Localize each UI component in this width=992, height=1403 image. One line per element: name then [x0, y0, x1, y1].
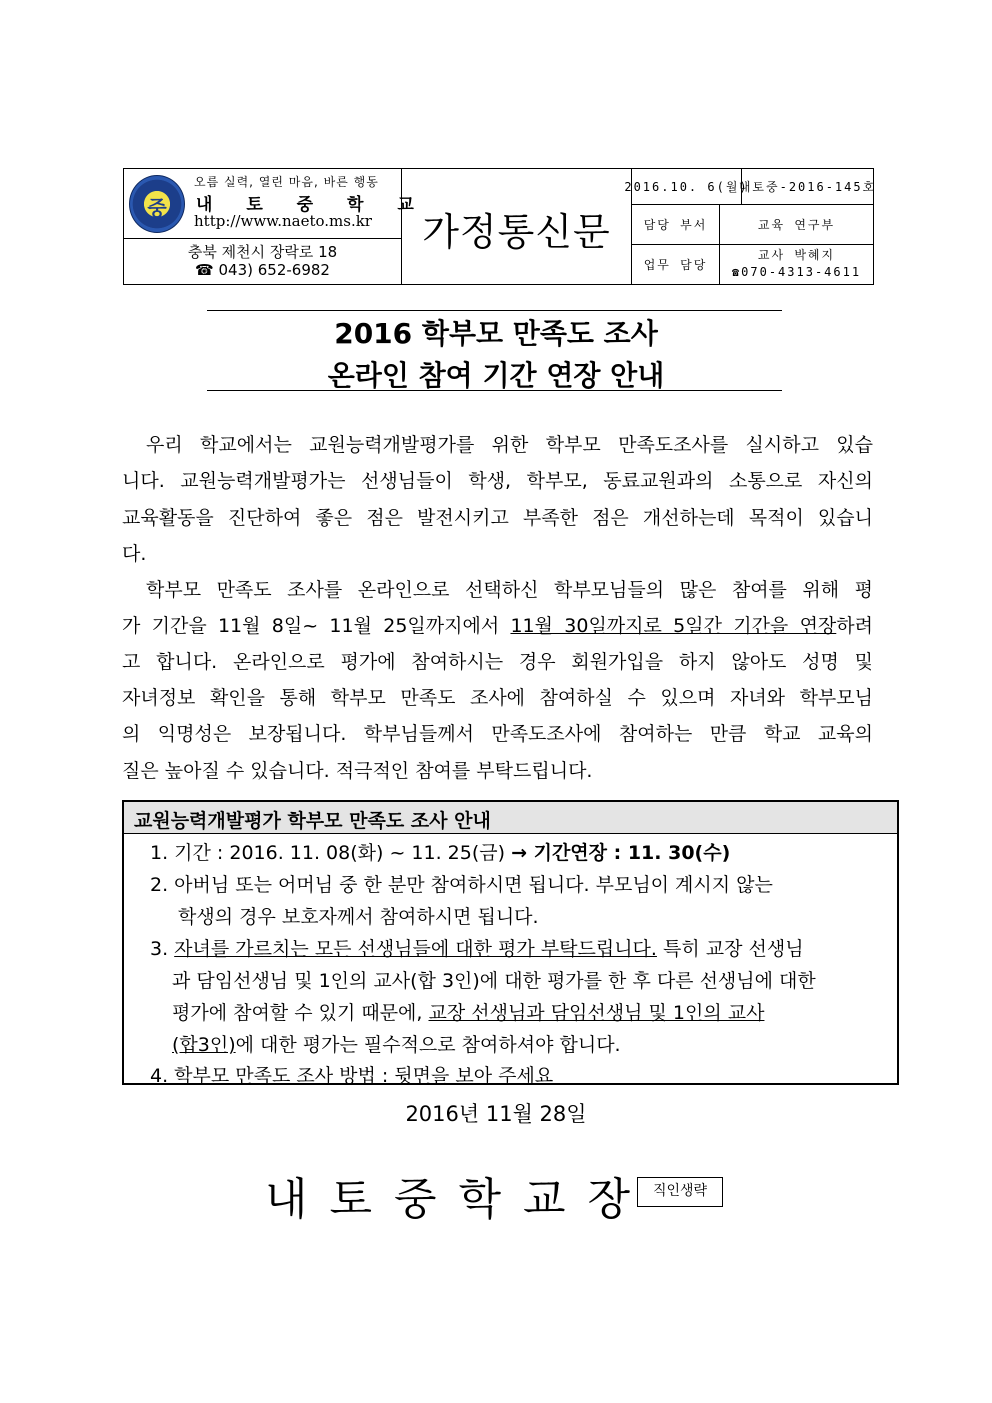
doc-title-cell: [402, 169, 632, 284]
school-logo-icon: [129, 175, 185, 233]
heading-rule-bottom: [207, 390, 782, 391]
info-item-4: 4. 학부모 만족도 조사 방법 : 뒷면을 보아 주세요: [150, 1065, 554, 1087]
info-box-title: 교원능력개발평가 학부모 만족도 조사 안내: [134, 810, 491, 832]
issue-date: 2016년 11월 28일: [405, 1102, 587, 1126]
body-text: 가 기간을 11월 8일~ 11월 25일까지에서: [122, 615, 511, 637]
info-box: [122, 800, 899, 1085]
logo-text: 중: [147, 196, 167, 220]
heading-line-1: 2016 학부모 만족도 조사: [334, 317, 658, 350]
info-item-2-cont: 학생의 경우 보호자께서 참여하시면 됩니다.: [178, 906, 539, 928]
body-line: 질은 높아질 수 있습니다. 적극적인 참여를 부탁드립니다.: [122, 760, 593, 782]
principal-signature: 내토중학교장: [265, 1174, 653, 1225]
charge-name: 교사 박혜지: [757, 248, 836, 262]
school-address: 충북 제천시 장락로 18: [187, 243, 338, 261]
heading-rule-top: [207, 310, 782, 311]
seal-omitted-box: 직인생략: [637, 1177, 723, 1207]
extension-highlight: 11월 30일까지로 5일간 기간을 연장: [510, 615, 837, 637]
dept-label: 담당 부서: [632, 205, 720, 245]
dept-value: 교육 연구부: [720, 205, 873, 245]
info-box-header: [124, 802, 897, 834]
info-item-2: 2. 아버님 또는 어머님 중 한 분만 참여하시면 됩니다. 부모님이 계시지 않는: [150, 874, 773, 896]
letterhead: [123, 168, 877, 285]
body-line: 다.: [122, 543, 147, 565]
info-item-3-cont: (합3인)에 대한 평가는 필수적으로 참여하셔야 합니다.: [172, 1034, 621, 1056]
body-text: 하려: [836, 615, 873, 637]
body-line: 교육활동을 진단하여 좋은 점은 발전시키고 부족한 점은 개선하는데 목적이 있습니: [122, 507, 873, 529]
body-line: 우리 학교에서는 교원능력개발평가를 위한 학부모 만족도조사를 실시하고 있습: [146, 434, 873, 456]
address-cell: [124, 239, 402, 285]
body-line: [122, 611, 873, 638]
body-line: 의 익명성은 보장됩니다. 학부님들께서 만족도조사에 참여하는 만큼 학교 교육의: [122, 723, 873, 745]
school-url[interactable]: http://www.naeto.ms.kr: [194, 212, 372, 230]
doc-number: 내토중-2016-145호: [742, 169, 873, 205]
doc-title: 가정통신문: [422, 210, 611, 254]
school-name: 내 토 중 학 교: [196, 195, 428, 215]
charge-phone: ☎070-4313-4611: [731, 265, 862, 279]
body-line: 니다. 교원능력개발평가는 선생님들이 학생, 학부모, 동료교원과의 소통으로 자신의: [122, 470, 873, 492]
info-item-3-cont: 평가에 참여할 수 있기 때문에, 교장 선생님과 담임선생님 및 1인의 교사: [172, 1002, 765, 1024]
charge-cell: [720, 245, 873, 284]
info-item-1: 1. 기간 : 2016. 11. 08(화) ~ 11. 25(금) → 기간연장 : 11. 30(수): [150, 842, 731, 864]
body-line: 자녀정보 확인을 통해 학부모 만족도 조사에 참여하실 수 있으며 자녀와 학부모님: [122, 687, 873, 709]
info-item-3-cont: 과 담임선생님 및 1인의 교사(합 3인)에 대한 평가를 한 후 다른 선생님에 대한: [172, 970, 816, 992]
doc-date: 2016.10. 6(월): [632, 169, 742, 205]
body-line: 학부모 만족도 조사를 온라인으로 선택하신 학부모님들의 많은 참여를 위해 평: [146, 579, 873, 601]
heading-line-2: 온라인 참여 기간 연장 안내: [327, 359, 665, 392]
school-motto: 오름 실력, 열린 마음, 바른 행동: [194, 175, 379, 189]
body-line: 고 합니다. 온라인으로 평가에 참여하시는 경우 회원가입을 하지 않아도 성명 및: [122, 651, 873, 673]
charge-label: 업무 담당: [632, 245, 720, 284]
info-item-3: 3. 자녀를 가르치는 모든 선생님들에 대한 평가 부탁드립니다. 특히 교장 선생님: [150, 938, 804, 960]
school-info-cell: [124, 169, 428, 239]
school-phone: ☎ 043) 652-6982: [195, 261, 330, 279]
